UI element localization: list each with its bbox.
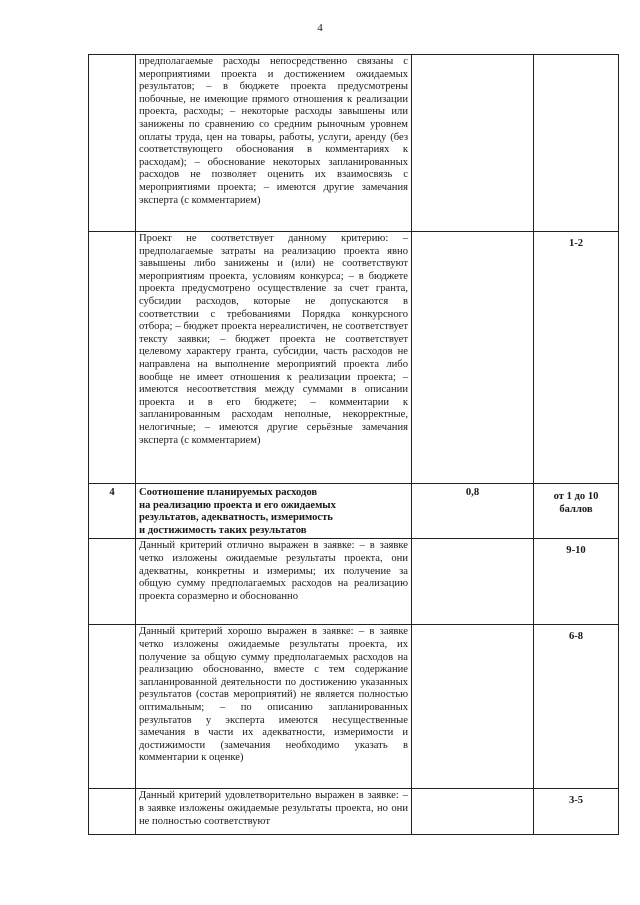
- criterion-description: Данный критерий удовлетворительно выражен в заявке: – в заявке изложены ожидаемые результаты проекта, но они не полностью соответствуют: [136, 789, 412, 835]
- criterion-weight: 0,8: [412, 484, 534, 539]
- table-row: [89, 55, 619, 232]
- criterion-description: Данный критерий отлично выражен в заявке: – в заявке четко изложены ожидаемые результаты проекта, они адекватны, конкретны и измеримы; их получение за общую сумму предполагаемых расходов на реализацию проекта соразмерно и обоснованно: [136, 539, 412, 625]
- number-cell: [89, 789, 136, 835]
- table-row: [89, 789, 619, 835]
- criterion-range: [534, 484, 619, 539]
- score-range: 6-8: [534, 625, 619, 789]
- criterion-title-line: и достижимость таких результатов: [139, 524, 307, 536]
- weight-cell: [412, 789, 534, 835]
- weight-cell: [412, 539, 534, 625]
- table-row: [89, 625, 619, 789]
- weight-cell: [412, 232, 534, 484]
- weight-cell: [412, 625, 534, 789]
- number-cell: [89, 625, 136, 789]
- score-range: [534, 55, 619, 232]
- number-cell: [89, 232, 136, 484]
- number-cell: [89, 55, 136, 232]
- criterion-title: [136, 484, 412, 539]
- score-range: 9-10: [534, 539, 619, 625]
- criterion-header-row: [89, 484, 619, 539]
- score-range: 3-5: [534, 789, 619, 835]
- page-number: 4: [317, 22, 323, 34]
- table-row: [89, 539, 619, 625]
- range-line: от 1 до 10: [553, 491, 599, 502]
- criterion-title-line: на реализацию проекта и его ожидаемых: [139, 499, 336, 511]
- weight-cell: [412, 55, 534, 232]
- criterion-description: Проект не соответствует данному критерию: – предполагаемые затраты на реализацию проекта явно завышены либо занижены и (или) не соответствуют мероприятиям проекта, условиям конкурса; – в бюджете проекта предусмотрено осуществление за счет гранта, субсидии расходов, которые не допускаются в соответствии с требованиями Порядка конкурсного отбора; – бюджет проекта нереалистичен, не соответствует тексту заявки; – бюджет проекта не соответствует целевому характеру гранта, субсидии, часть расходов не направлена на выполнение мероприятий проекта либо вообще не имеет отношения к реализации проекта; – имеются несоответствия между суммами в описании проекта и в его бюджете; – комментарии к запланированным расходам неполные, некорректные, нелогичные; – имеются другие серьёзные замечания эксперта (с комментарием): [136, 232, 412, 484]
- criterion-title-line: результатов, адекватность, измеримость: [139, 512, 333, 524]
- criterion-description: предполагаемые расходы непосредственно связаны с мероприятиями проекта и достижением ожидаемых результатов; – в бюджете проекта предусмотрены побочные, не имеющие прямого отношения к реализации проекта, расходы; – некоторые расходы завышены или занижены по сравнению со средним рыночным уровнем оплаты труда, цен на товары, работы, услуги, аренду (без соответствующего обоснования в комментариях к расходам); – обоснование некоторых запланированных расходов не позволяет оценить их взаимосвязь с мероприятиями проекта; – имеются другие замечания эксперта (с комментарием): [136, 55, 412, 232]
- number-cell: [89, 539, 136, 625]
- criteria-table: [88, 54, 619, 835]
- range-line: баллов: [559, 504, 593, 515]
- score-range: 1-2: [534, 232, 619, 484]
- criterion-number: 4: [89, 484, 136, 539]
- criterion-description: Данный критерий хорошо выражен в заявке: – в заявке четко изложены ожидаемые результаты проекта, их получение за общую сумму предполагаемых расходов на реализацию обоснованно, вместе с тем содержание запланированной деятельности по достижению указанных результатов (состав мероприятий) не является полностью оптимальным; – по описанию запланированных результатов у эксперта имеются несущественные замечания в части их адекватности, измеримости и достижимости (замечания необходимо указать в комментарии к оценке): [136, 625, 412, 789]
- criterion-title-line: Соотношение планируемых расходов: [139, 487, 318, 498]
- table-row: [89, 232, 619, 484]
